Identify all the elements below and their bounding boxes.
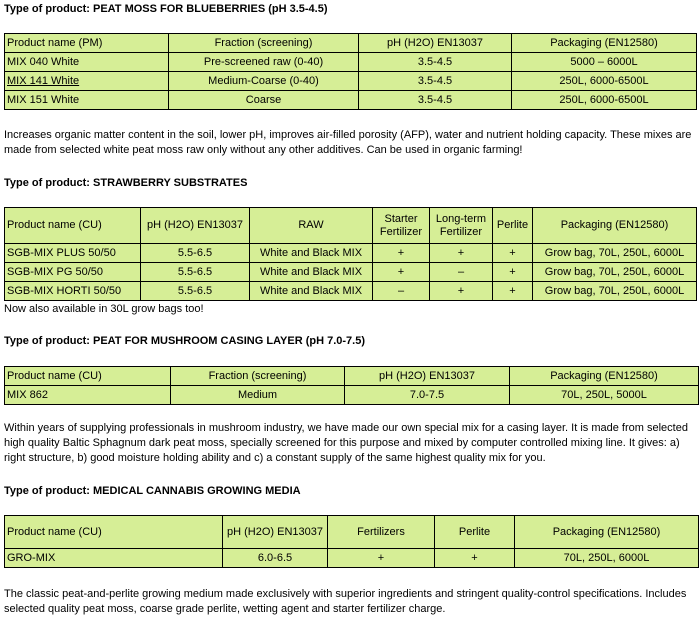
table-cell: 3.5-4.5 bbox=[359, 91, 512, 110]
table-mushroom bbox=[4, 366, 699, 405]
table-cell: + bbox=[430, 282, 493, 301]
table-blueberries bbox=[4, 33, 697, 110]
product-name-cell: MIX 040 White bbox=[5, 53, 169, 72]
table-cell: Coarse bbox=[169, 91, 359, 110]
product-name-cell: MIX 151 White bbox=[5, 91, 169, 110]
table-cell: + bbox=[328, 549, 435, 568]
table-row bbox=[5, 91, 697, 110]
table-header-row bbox=[5, 34, 697, 53]
availability-note: Now also available in 30L grow bags too! bbox=[4, 303, 204, 315]
product-name-cell: SGB-MIX PG 50/50 bbox=[5, 263, 141, 282]
table-cell: 6.0-6.5 bbox=[223, 549, 328, 568]
table-header-row bbox=[5, 208, 697, 244]
column-header: pH (H2O) EN13037 bbox=[223, 516, 328, 549]
column-header: Product name (CU) bbox=[5, 367, 171, 386]
column-header: Product name (CU) bbox=[5, 516, 223, 549]
product-name-cell: SGB-MIX HORTI 50/50 bbox=[5, 282, 141, 301]
column-header: pH (H2O) EN13037 bbox=[359, 34, 512, 53]
table-cell: + bbox=[373, 244, 430, 263]
product-name-cell: GRO-MIX bbox=[5, 549, 223, 568]
table-cell: – bbox=[430, 263, 493, 282]
column-header: Perlite bbox=[435, 516, 515, 549]
product-name-cell: MIX 862 bbox=[5, 386, 171, 405]
table-cell: + bbox=[493, 282, 533, 301]
description-cannabis: The classic peat-and-perlite growing medium made exclusively with superior ingredients and stringent quality-control specifications. Includes selected quality peat moss, coarse grade perlite, wetting agent and starter fertilizer charge. bbox=[4, 588, 687, 615]
table-cell: 70L, 250L, 5000L bbox=[510, 386, 699, 405]
table-row bbox=[5, 549, 699, 568]
table-cell: + bbox=[435, 549, 515, 568]
table-cell: 5.5-6.5 bbox=[141, 244, 250, 263]
product-link-mix-141-white[interactable] bbox=[5, 72, 169, 91]
column-header: Packaging (EN12580) bbox=[510, 367, 699, 386]
product-link-label[interactable]: MIX 141 White bbox=[7, 74, 80, 87]
table-cell: 5.5-6.5 bbox=[141, 282, 250, 301]
table-cell: 5000 – 6000L bbox=[512, 53, 697, 72]
table-cell: 250L, 6000-6500L bbox=[512, 91, 697, 110]
column-header: Perlite bbox=[493, 208, 533, 244]
table-cell: + bbox=[430, 244, 493, 263]
table-header-row bbox=[5, 367, 699, 386]
table-row bbox=[5, 386, 699, 405]
table-cell: 7.0-7.5 bbox=[345, 386, 510, 405]
table-cell: 70L, 250L, 6000L bbox=[515, 549, 699, 568]
column-header: Packaging (EN12580) bbox=[512, 34, 697, 53]
table-row bbox=[5, 263, 697, 282]
section-heading-strawberry: Type of product: STRAWBERRY SUBSTRATES bbox=[4, 177, 248, 189]
section-heading-cannabis: Type of product: MEDICAL CANNABIS GROWING MEDIA bbox=[4, 485, 301, 497]
table-cell: White and Black MIX bbox=[250, 282, 373, 301]
column-header: pH (H2O) EN13037 bbox=[345, 367, 510, 386]
table-cell: Pre-screened raw (0-40) bbox=[169, 53, 359, 72]
table-cell: Grow bag, 70L, 250L, 6000L bbox=[533, 282, 697, 301]
column-header: pH (H2O) EN13037 bbox=[141, 208, 250, 244]
product-name-cell: SGB-MIX PLUS 50/50 bbox=[5, 244, 141, 263]
column-header: Starter Fertilizer bbox=[373, 208, 430, 244]
table-cell: + bbox=[493, 244, 533, 263]
table-row bbox=[5, 72, 697, 91]
column-header: Packaging (EN12580) bbox=[515, 516, 699, 549]
description-mushroom: Within years of supplying professionals in mushroom industry, we have made our own special mix for a casing layer. It is made from selected high quality Baltic Sphagnum dark peat moss, specially screened for this purpose and mixed by computer controlled mixing line. It gives: a) right structure, b) good moisture holding ability and c) a constant supply of the same highest quality mix for you. bbox=[4, 422, 688, 464]
table-cannabis bbox=[4, 515, 699, 568]
table-strawberry bbox=[4, 207, 697, 301]
column-header: Long-term Fertilizer bbox=[430, 208, 493, 244]
table-cell: White and Black MIX bbox=[250, 263, 373, 282]
table-cell: 250L, 6000-6500L bbox=[512, 72, 697, 91]
column-header: RAW bbox=[250, 208, 373, 244]
table-cell: – bbox=[373, 282, 430, 301]
table-cell: White and Black MIX bbox=[250, 244, 373, 263]
column-header: Fraction (screening) bbox=[171, 367, 345, 386]
column-header: Product name (CU) bbox=[5, 208, 141, 244]
table-cell: Grow bag, 70L, 250L, 6000L bbox=[533, 263, 697, 282]
table-cell: 5.5-6.5 bbox=[141, 263, 250, 282]
section-heading-blueberries: Type of product: PEAT MOSS FOR BLUEBERRIES (pH 3.5-4.5) bbox=[4, 3, 328, 15]
table-cell: Grow bag, 70L, 250L, 6000L bbox=[533, 244, 697, 263]
table-cell: Medium-Coarse (0-40) bbox=[169, 72, 359, 91]
table-header-row bbox=[5, 516, 699, 549]
table-row bbox=[5, 282, 697, 301]
table-cell: Medium bbox=[171, 386, 345, 405]
table-cell: + bbox=[373, 263, 430, 282]
table-cell: 3.5-4.5 bbox=[359, 53, 512, 72]
table-cell: 3.5-4.5 bbox=[359, 72, 512, 91]
table-cell: + bbox=[493, 263, 533, 282]
section-heading-mushroom: Type of product: PEAT FOR MUSHROOM CASING LAYER (pH 7.0-7.5) bbox=[4, 335, 365, 347]
column-header: Fraction (screening) bbox=[169, 34, 359, 53]
column-header: Packaging (EN12580) bbox=[533, 208, 697, 244]
table-row bbox=[5, 244, 697, 263]
table-row bbox=[5, 53, 697, 72]
column-header: Product name (PM) bbox=[5, 34, 169, 53]
column-header: Fertilizers bbox=[328, 516, 435, 549]
description-blueberries: Increases organic matter content in the soil, lower pH, improves air-filled porosity (AFP), water and nutrient holding capacity. These mixes are made from selected white peat moss raw only without any other additives. Can be used in organic farming! bbox=[4, 129, 692, 156]
